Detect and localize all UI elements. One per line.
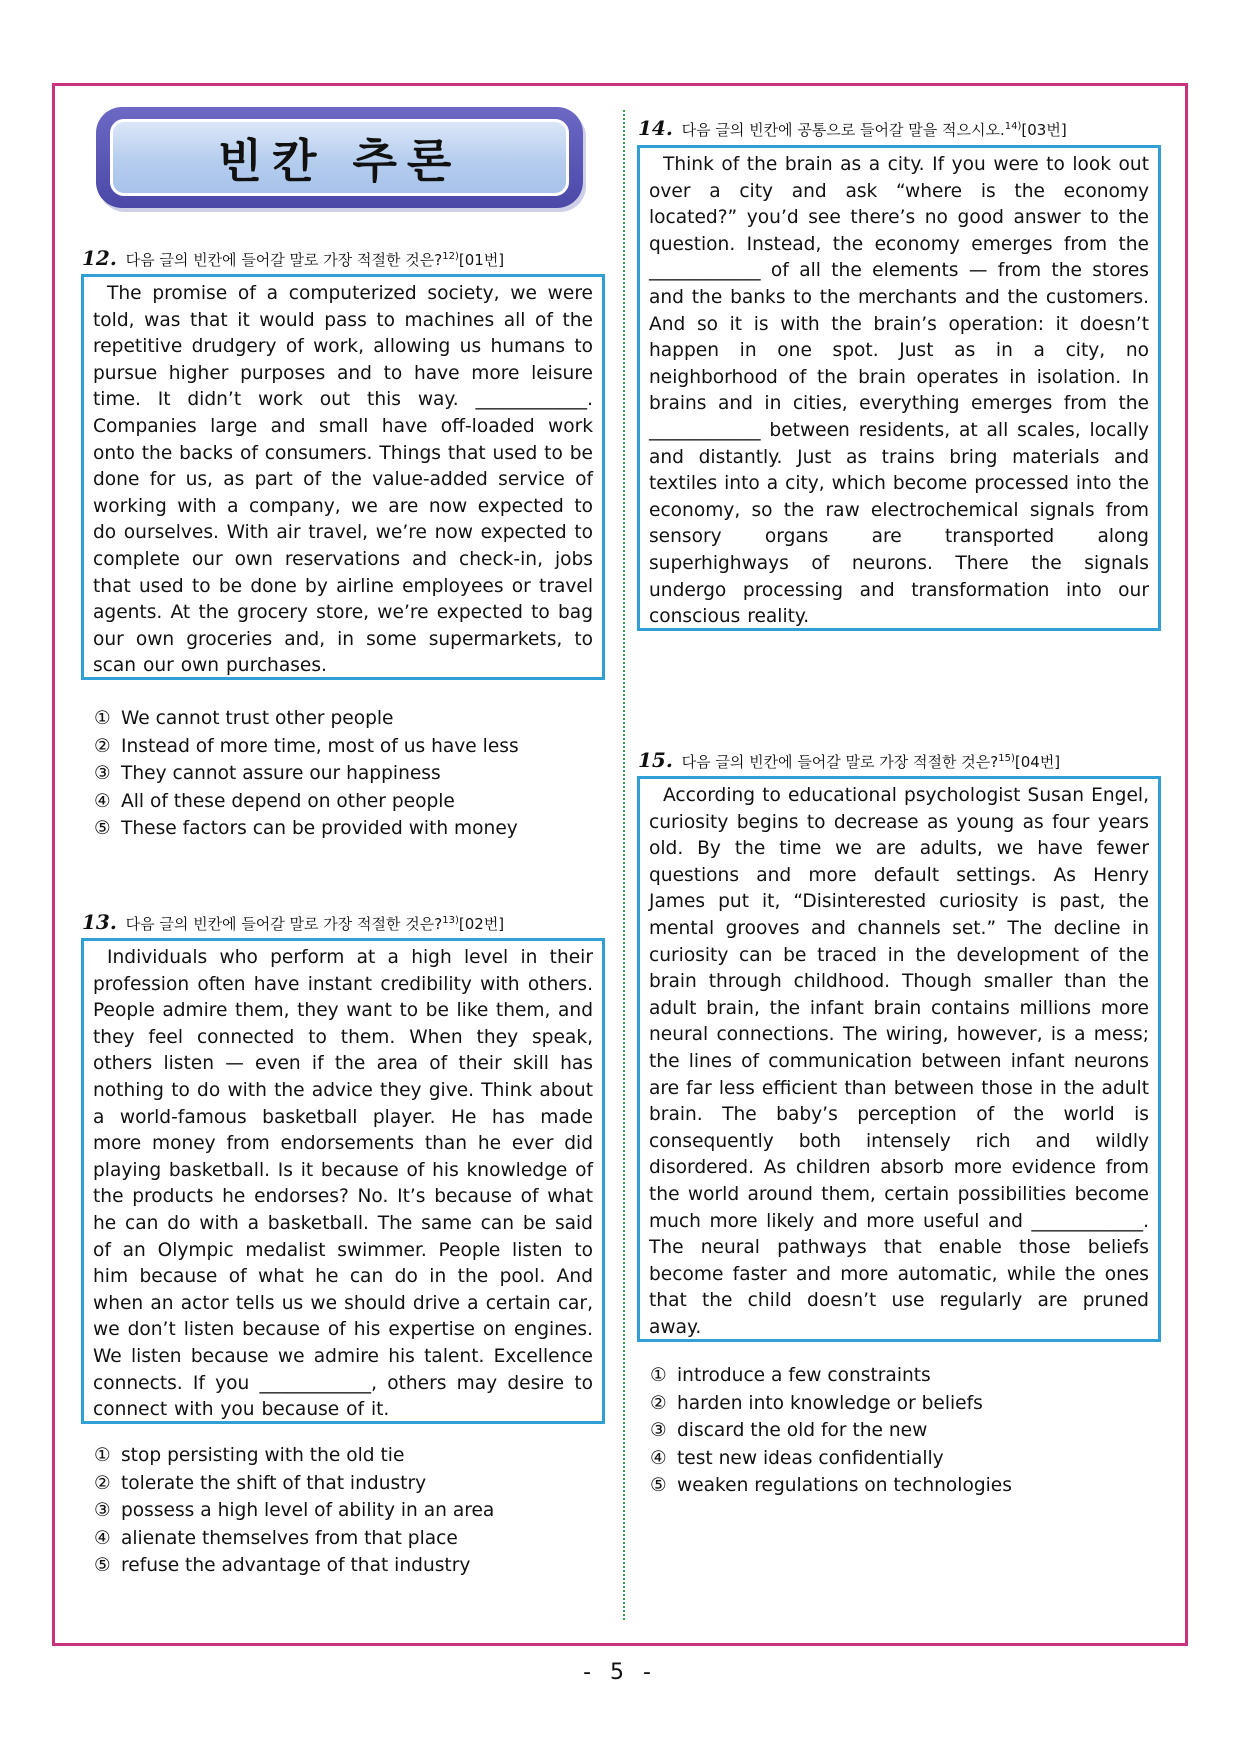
q12-option-1[interactable]: ① We cannot trust other people [94, 708, 394, 729]
q13-option-1[interactable]: ① stop persisting with the old tie [94, 1445, 405, 1466]
q12-ref: [01번] [458, 251, 505, 269]
q14-footnote: 14) [1004, 121, 1022, 132]
q15-option-2[interactable]: ② harden into knowledge or beliefs [650, 1392, 983, 1414]
q14-passage-box [637, 145, 1161, 631]
section-banner [96, 107, 583, 208]
q14-ref: [03번] [1021, 121, 1067, 139]
q12-option-4[interactable]: ④ All of these depend on other people [94, 790, 455, 812]
q15-footnote: 15) [998, 753, 1015, 764]
q14-header [638, 116, 1067, 140]
q12-option-2[interactable]: ② Instead of more time, most of us have less [94, 735, 519, 757]
section-banner-inner [110, 119, 569, 196]
q13-option-4[interactable]: ④ alienate themselves from that place [94, 1527, 458, 1549]
q13-option-3[interactable]: ③ possess a high level of ability in an area [94, 1500, 495, 1521]
q14-prompt: 다음 글의 빈칸에 공통으로 들어갈 말을 적으시오. [681, 121, 1005, 139]
q15-options [650, 1362, 1012, 1500]
q14-passage: Think of the brain as a city. If you were to look out over a city and ask “where is the economy located?” you’d see there’s no good answer to the question. Instead, the economy emerges from the ____________ of all the elements — from the stores and the banks to the merchants and the customers. And so it is with the brain’s operation: it doesn’t happen in one spot. Just as in a city, no neighborhood of the brain operates in isolation. In brains and in cities, everything emerges from the ____________ between residents, at all scales, locally and distantly. Just as trains bring materials and textiles into a city, which become processed into the economy, so the raw electrochemical signals from sensory organs are transported along superhighways of neurons. There the signals undergo processing and transformation into our conscious reality. [649, 154, 1149, 628]
q13-options [94, 1442, 494, 1580]
q12-options [94, 705, 519, 843]
q13-prompt: 다음 글의 빈칸에 들어갈 말로 가장 적절한 것은? [125, 915, 443, 933]
q13-option-2[interactable]: ② tolerate the shift of that industry [94, 1472, 427, 1494]
q15-number: 15. [638, 748, 673, 772]
q15-header [638, 748, 1060, 772]
q12-passage-box [81, 274, 605, 680]
q15-option-4[interactable]: ④ test new ideas confidentially [650, 1447, 944, 1469]
q13-footnote: 13) [442, 915, 459, 926]
column-divider [623, 110, 625, 1620]
section-title: 빈칸 추론 [217, 133, 462, 188]
q12-header [82, 246, 504, 270]
q15-option-5[interactable]: ⑤ weaken regulations on technologies [650, 1475, 1012, 1496]
q12-option-3[interactable]: ③ They cannot assure our happiness [94, 763, 441, 784]
q13-option-5[interactable]: ⑤ refuse the advantage of that industry [94, 1555, 471, 1576]
q15-option-1[interactable]: ① introduce a few constraints [650, 1365, 931, 1386]
page-number: - 5 - [583, 1660, 657, 1685]
q15-passage-box [637, 776, 1161, 1342]
q12-passage: The promise of a computerized society, we were told, was that it would pass to machines all of the repetitive drudgery of work, allowing us humans to pursue higher purposes and to have more leisure time. It didn’t work out this way. ____________. Companies large and small have off-loaded work onto the backs of consumers. Things that used to be done for us, as part of the value-added service of working with a company, we are now expected to do ourselves. With air travel, we’re now expected to complete our own reservations and check-in, jobs that used to be done by airline employees or travel agents. At the grocery store, we’re expected to bag our own groceries and, in some supermarkets, to scan our own purchases. [93, 283, 593, 677]
q12-prompt: 다음 글의 빈칸에 들어갈 말로 가장 적절한 것은? [125, 251, 443, 269]
q12-footnote: 12) [442, 251, 459, 262]
q13-number: 13. [82, 910, 117, 934]
q15-prompt: 다음 글의 빈칸에 들어갈 말로 가장 적절한 것은? [681, 753, 999, 771]
q13-ref: [02번] [458, 915, 505, 933]
q12-number: 12. [82, 246, 117, 270]
q12-option-5[interactable]: ⑤ These factors can be provided with money [94, 818, 518, 839]
q13-header [82, 910, 504, 934]
q13-passage-box [81, 938, 605, 1424]
q15-option-3[interactable]: ③ discard the old for the new [650, 1420, 928, 1441]
q13-passage: Individuals who perform at a high level in their profession often have instant credibility with others. People admire them, they want to be like them, and they feel connected to them. When they speak, others listen — even if the area of their skill has nothing to do with the advice they give. Think about a world-famous basketball player. He has made more money from endorsements than he ever did playing basketball. Is it because of his knowledge of the products he endorses? No. It’s because of what he can do with a basketball. The same can be said of an Olympic medalist swimmer. People listen to him because of what he can do in the pool. And when an actor tells us we should drive a certain car, we don’t listen because of his expertise on engines. We listen because we admire his talent. Excellence connects. If you ____________, others may desire to connect with you because of it. [93, 947, 593, 1421]
q14-number: 14. [638, 116, 673, 140]
q15-passage: According to educational psychologist Susan Engel, curiosity begins to decrease as young as four years old. By the time we are adults, we have fewer questions and more default settings. As Henry James put it, “Disinterested curiosity is past, the mental grooves and channels set.” The decline in curiosity can be traced in the development of the brain through childhood. Though smaller than the adult brain, the infant brain contains millions more neural connections. The wiring, however, is a mess; the lines of communication between infant neurons are far less efficient than between those in the adult brain. The baby’s perception of the world is consequently both intensely rich and wildly disordered. As children absorb more evidence from the world around them, certain possibilities become much more likely and more useful and ____________. The neural pathways that enable those beliefs become faster and more automatic, while the ones that the child doesn’t use regularly are pruned away. [649, 785, 1149, 1338]
q15-ref: [04번] [1014, 753, 1061, 771]
